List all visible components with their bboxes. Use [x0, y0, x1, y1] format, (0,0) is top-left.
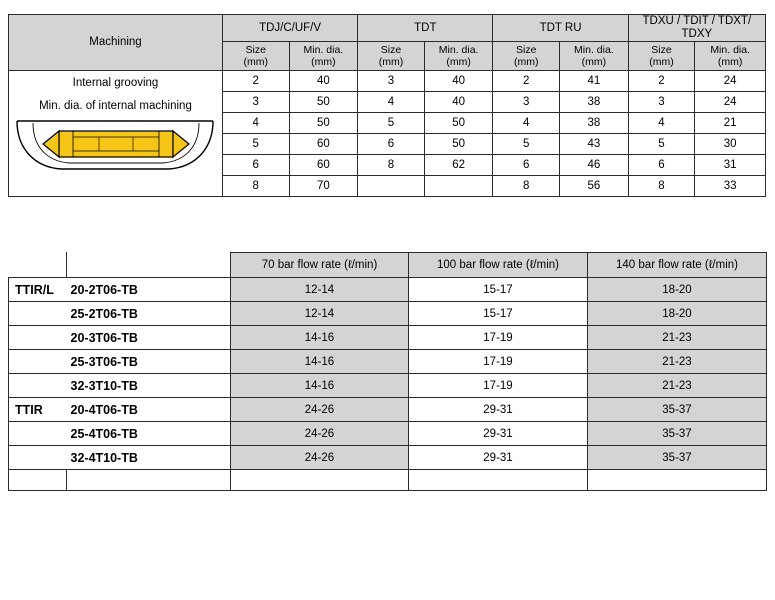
cell: 60	[289, 134, 358, 155]
table-row	[9, 398, 767, 422]
cell: 70	[289, 176, 358, 197]
footer-cell-designation	[67, 470, 231, 491]
cell: 8	[222, 176, 289, 197]
corner-blank-designation	[67, 253, 231, 278]
cell: 40	[289, 71, 358, 92]
cell: 38	[560, 113, 629, 134]
sub-header-mindia-1	[289, 42, 358, 71]
cell-140bar: 18-20	[588, 302, 767, 326]
cell-100bar: 17-19	[409, 350, 588, 374]
corner-blank-family	[9, 253, 67, 278]
table-row	[9, 302, 767, 326]
sub-header-mindia-2	[424, 42, 493, 71]
designation-label: 25-3T06-TB	[67, 350, 231, 374]
sub-header-line2: (mm)	[311, 56, 336, 69]
group-header-tdt: TDT	[358, 15, 493, 42]
cell: 6	[628, 155, 695, 176]
cell: 40	[424, 71, 493, 92]
cell-140bar: 35-37	[588, 446, 767, 470]
cell-70bar: 24-26	[231, 422, 409, 446]
designation-label: 32-4T10-TB	[67, 446, 231, 470]
cell: 4	[628, 113, 695, 134]
cell: 43	[560, 134, 629, 155]
designation-label: 25-4T06-TB	[67, 422, 231, 446]
cell: 3	[222, 92, 289, 113]
cell: 3	[358, 71, 425, 92]
cell	[358, 176, 425, 197]
table-row-group-header	[9, 15, 766, 42]
cell: 31	[695, 155, 766, 176]
table-row	[9, 71, 766, 92]
cell: 4	[222, 113, 289, 134]
cell-70bar: 14-16	[231, 374, 409, 398]
cell: 6	[493, 155, 560, 176]
cell: 5	[358, 113, 425, 134]
table-row	[9, 446, 767, 470]
group-header-tdj: TDJ/C/UF/V	[222, 15, 357, 42]
cell: 2	[493, 71, 560, 92]
family-label: TTIR	[9, 398, 67, 422]
cell: 50	[289, 92, 358, 113]
family-label	[9, 446, 67, 470]
sub-header-line2: (mm)	[378, 56, 404, 69]
sub-header-line2: (mm)	[446, 56, 471, 69]
sub-header-line2: (mm)	[243, 56, 268, 69]
cell: 4	[358, 92, 425, 113]
cell: 30	[695, 134, 766, 155]
cell: 40	[424, 92, 493, 113]
cell: 3	[493, 92, 560, 113]
designation-label: 20-4T06-TB	[67, 398, 231, 422]
cell-100bar: 17-19	[409, 374, 588, 398]
machining-table-container	[8, 14, 766, 197]
footer-cell-100bar	[409, 470, 588, 491]
sub-header-size-1	[222, 42, 289, 71]
table-row	[9, 350, 767, 374]
cell: 24	[695, 92, 766, 113]
family-label: TTIR/L	[9, 278, 67, 302]
family-label	[9, 326, 67, 350]
sub-header-line2: (mm)	[649, 56, 674, 69]
cell-100bar: 29-31	[409, 446, 588, 470]
designation-label: 20-2T06-TB	[67, 278, 231, 302]
footer-cell-family	[9, 470, 67, 491]
cell-70bar: 12-14	[231, 302, 409, 326]
cell: 41	[560, 71, 629, 92]
cell: 5	[222, 134, 289, 155]
flow-rate-table	[8, 252, 767, 491]
cell-140bar: 21-23	[588, 374, 767, 398]
sub-header-mindia-4	[695, 42, 766, 71]
sub-header-size-2	[358, 42, 425, 71]
table-row-footer-spacer	[9, 470, 767, 491]
cell-70bar: 14-16	[231, 326, 409, 350]
cell: 21	[695, 113, 766, 134]
cell: 50	[424, 134, 493, 155]
cell-140bar: 35-37	[588, 422, 767, 446]
machining-label-cell	[9, 71, 223, 197]
machining-table	[8, 14, 766, 197]
footer-cell-140bar	[588, 470, 767, 491]
cell-100bar: 29-31	[409, 422, 588, 446]
sub-header-mindia-3	[560, 42, 629, 71]
sub-header-line2: (mm)	[581, 56, 607, 69]
cell: 2	[628, 71, 695, 92]
cell-100bar: 17-19	[409, 326, 588, 350]
table-row	[9, 374, 767, 398]
sub-header-line1: Min. dia.	[438, 44, 479, 57]
designation-label: 32-3T10-TB	[67, 374, 231, 398]
family-label	[9, 374, 67, 398]
table-row	[9, 278, 767, 302]
machining-header-cell: Machining	[9, 15, 223, 71]
machining-label-min-dia: Min. dia. of internal machining	[39, 99, 192, 112]
cell: 33	[695, 176, 766, 197]
cell: 46	[560, 155, 629, 176]
cell: 60	[289, 155, 358, 176]
cell-140bar: 35-37	[588, 398, 767, 422]
sub-header-size-4	[628, 42, 695, 71]
cell: 6	[222, 155, 289, 176]
column-header-100bar: 100 bar flow rate (ℓ/min)	[409, 253, 588, 278]
machining-label-internal-grooving: Internal grooving	[72, 77, 159, 90]
cell: 8	[628, 176, 695, 197]
cell: 50	[424, 113, 493, 134]
cell	[424, 176, 493, 197]
cell-100bar: 29-31	[409, 398, 588, 422]
cell-70bar: 12-14	[231, 278, 409, 302]
sub-header-line1: Size	[380, 44, 402, 57]
cell-70bar: 24-26	[231, 446, 409, 470]
sub-header-line1: Size	[245, 44, 266, 57]
family-label	[9, 302, 67, 326]
cell: 5	[493, 134, 560, 155]
sub-header-line2: (mm)	[717, 56, 743, 69]
cell-140bar: 18-20	[588, 278, 767, 302]
designation-label: 25-2T06-TB	[67, 302, 231, 326]
sub-header-size-3	[493, 42, 560, 71]
cell: 56	[560, 176, 629, 197]
cell: 8	[358, 155, 425, 176]
cell: 5	[628, 134, 695, 155]
column-header-140bar: 140 bar flow rate (ℓ/min)	[588, 253, 767, 278]
sub-header-line2: (mm)	[514, 56, 539, 69]
table-row	[9, 422, 767, 446]
flow-rate-table-container	[8, 252, 766, 491]
designation-label: 20-3T06-TB	[67, 326, 231, 350]
cell: 62	[424, 155, 493, 176]
group-header-tdxu: TDXU / TDIT / TDXT/ TDXY	[628, 15, 765, 42]
sub-header-line1: Min. dia.	[710, 44, 750, 57]
cell: 6	[358, 134, 425, 155]
sub-header-line1: Min. dia.	[574, 44, 614, 57]
cell: 3	[628, 92, 695, 113]
family-label	[9, 350, 67, 374]
cell-140bar: 21-23	[588, 350, 767, 374]
cell-140bar: 21-23	[588, 326, 767, 350]
table-row-header	[9, 253, 767, 278]
sub-header-line1: Min. dia.	[303, 44, 344, 57]
table-row	[9, 326, 767, 350]
family-label	[9, 422, 67, 446]
cell-70bar: 24-26	[231, 398, 409, 422]
grooving-insert-drawing	[13, 117, 218, 175]
cell-70bar: 14-16	[231, 350, 409, 374]
cell: 50	[289, 113, 358, 134]
footer-cell-70bar	[231, 470, 409, 491]
group-header-tdtru: TDT RU	[493, 15, 628, 42]
cell: 8	[493, 176, 560, 197]
cell: 2	[222, 71, 289, 92]
cell: 38	[560, 92, 629, 113]
cell: 24	[695, 71, 766, 92]
cell: 4	[493, 113, 560, 134]
sub-header-line1: Size	[651, 44, 672, 57]
column-header-70bar: 70 bar flow rate (ℓ/min)	[231, 253, 409, 278]
sub-header-line1: Size	[516, 44, 537, 57]
cell-100bar: 15-17	[409, 302, 588, 326]
cell-100bar: 15-17	[409, 278, 588, 302]
